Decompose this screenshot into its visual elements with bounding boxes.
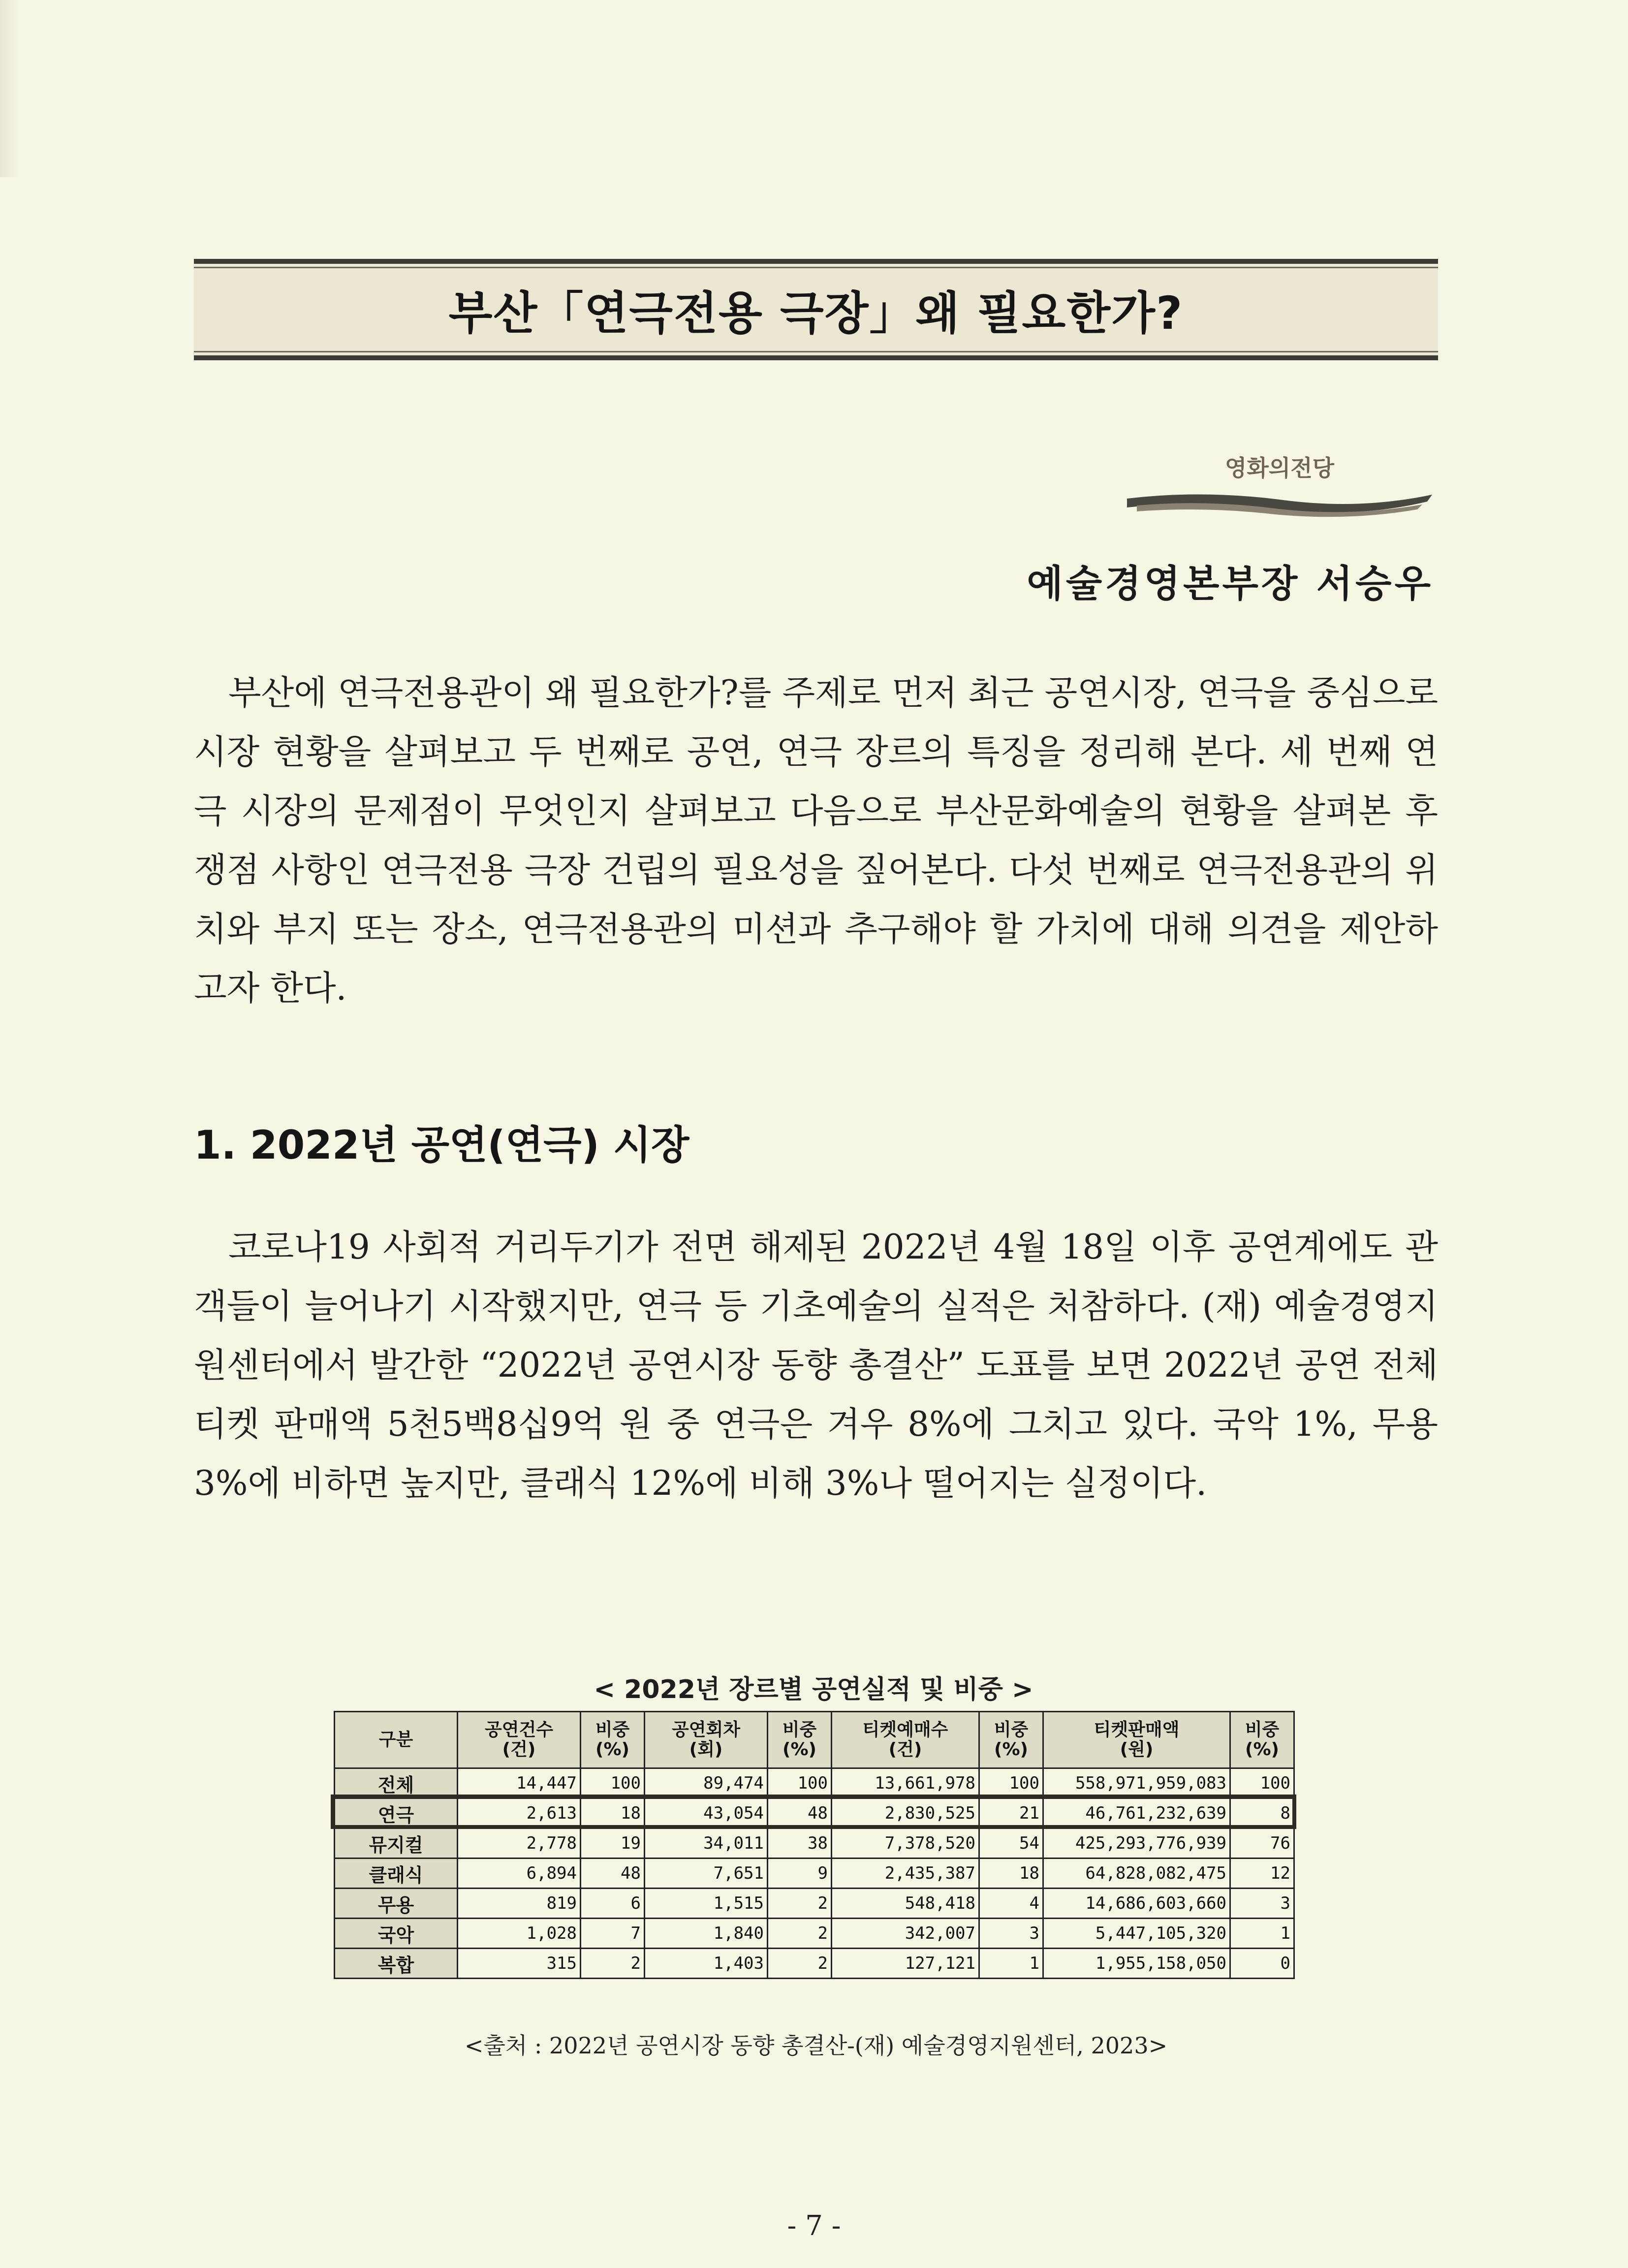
table-cell: 48 — [581, 1858, 645, 1889]
table-row — [335, 1768, 1294, 1798]
table-cell: 1 — [1230, 1919, 1294, 1949]
table-cell: 14,686,603,660 — [1043, 1889, 1230, 1919]
table-header-cell: 비중 (%) — [1230, 1712, 1294, 1768]
table-row-label: 복합 — [335, 1949, 458, 1979]
source-citation: <출처 : 2022년 공연시장 동향 총결산-(재) 예술경영지원센터, 2023> — [464, 2032, 1168, 2059]
table-cell: 38 — [768, 1828, 832, 1858]
table-cell: 4 — [979, 1889, 1043, 1919]
logo-wave-icon — [1127, 485, 1432, 519]
table-row — [335, 1949, 1294, 1979]
table-cell: 34,011 — [645, 1828, 768, 1858]
table-header-cell: 공연회차 (회) — [645, 1712, 768, 1768]
table-cell: 43,054 — [645, 1798, 768, 1828]
logo-text: 영화의전당 — [1224, 455, 1335, 481]
performance-table-wrap — [334, 1711, 1293, 1979]
table-cell: 7,378,520 — [832, 1828, 979, 1858]
table-cell: 315 — [458, 1949, 581, 1979]
table-row — [335, 1798, 1294, 1828]
table-cell: 18 — [979, 1858, 1043, 1889]
scan-edge-shadow — [0, 0, 20, 177]
table-row-label: 연극 — [335, 1798, 458, 1828]
table-row — [335, 1858, 1294, 1889]
table-cell: 7,651 — [645, 1858, 768, 1889]
table-cell: 9 — [768, 1858, 832, 1889]
table-cell: 2,435,387 — [832, 1858, 979, 1889]
table-cell: 14,447 — [458, 1768, 581, 1798]
table-caption: < 2022년 장르별 공연실적 및 비중 > — [594, 1675, 1033, 1704]
table-row-label: 국악 — [335, 1919, 458, 1949]
table-cell: 2 — [581, 1949, 645, 1979]
table-cell: 1,403 — [645, 1949, 768, 1979]
table-row-label: 클래식 — [335, 1858, 458, 1889]
market-paragraph-text: 코로나19 사회적 거리두기가 전면 해제된 2022년 4월 18일 이후 공연계에도 관객들이 늘어나기 시작했지만, 연극 등 기초예술의 실적은 처참하다. (재) 예술경영지원센터에서 발간한 “2022년 공연시장 동향 총결산” 도표를 보면 2022년 공연 전체 티켓 판매액 5천5백8십9억 원 중 연극은 겨우 8%에 그치고 있다. 국악 1%, 무용 3%에 비하면 높지만, 클래식 12%에 비해 3%나 떨어지는 실정이다. — [194, 1228, 1438, 1503]
table-row-label: 뮤지컬 — [335, 1828, 458, 1858]
table-cell: 2 — [768, 1889, 832, 1919]
table-cell: 2,778 — [458, 1828, 581, 1858]
table-cell: 5,447,105,320 — [1043, 1919, 1230, 1949]
table-cell: 48 — [768, 1798, 832, 1828]
author-byline: 예술경영본부장 서승우 — [1027, 562, 1434, 605]
table-cell: 12 — [1230, 1858, 1294, 1889]
table-header-cell: 티켓판매액 (원) — [1043, 1712, 1230, 1768]
table-row-label: 무용 — [335, 1889, 458, 1919]
title-banner — [194, 259, 1438, 360]
table-row — [335, 1889, 1294, 1919]
table-header-cell: 티켓예매수 (건) — [832, 1712, 979, 1768]
page-title: 부산「연극전용 극장」왜 필요한가? — [448, 287, 1184, 340]
table-cell: 100 — [1230, 1768, 1294, 1798]
table-cell: 1,955,158,050 — [1043, 1949, 1230, 1979]
table-cell: 0 — [1230, 1949, 1294, 1979]
table-row — [335, 1919, 1294, 1949]
table-cell: 342,007 — [832, 1919, 979, 1949]
performance-table — [334, 1711, 1295, 1979]
table-cell: 18 — [581, 1798, 645, 1828]
table-cell: 21 — [979, 1798, 1043, 1828]
table-row-label: 전체 — [335, 1768, 458, 1798]
table-cell: 2 — [768, 1949, 832, 1979]
table-cell: 1 — [979, 1949, 1043, 1979]
table-cell: 1,840 — [645, 1919, 768, 1949]
table-cell: 100 — [581, 1768, 645, 1798]
table-header-row — [335, 1712, 1294, 1768]
table-cell: 19 — [581, 1828, 645, 1858]
table-cell: 1,515 — [645, 1889, 768, 1919]
table-cell: 3 — [1230, 1889, 1294, 1919]
table-cell: 6 — [581, 1889, 645, 1919]
table-cell: 100 — [979, 1768, 1043, 1798]
intro-paragraph — [194, 663, 1438, 1018]
table-cell: 127,121 — [832, 1949, 979, 1979]
table-row — [335, 1828, 1294, 1858]
market-paragraph — [194, 1218, 1438, 1513]
table-cell: 6,894 — [458, 1858, 581, 1889]
intro-paragraph-text: 부산에 연극전용관이 왜 필요한가?를 주제로 먼저 최근 공연시장, 연극을 중심으로 시장 현황을 살펴보고 두 번째로 공연, 연극 장르의 특징을 정리해 본다. 세 번째 연극 시장의 문제점이 무엇인지 살펴보고 다음으로 부산문화예술의 현황을 살펴본 후 쟁점 사항인 연극전용 극장 건립의 필요성을 짚어본다. 다섯 번째로 연극전용관의 위치와 부지 또는 장소, 연극전용관의 미션과 추구해야 할 가치에 대해 의견을 제안하고자 한다. — [194, 673, 1439, 1008]
table-cell: 819 — [458, 1889, 581, 1919]
table-header-cell: 공연건수 (건) — [458, 1712, 581, 1768]
table-cell: 2 — [768, 1919, 832, 1949]
logo — [1127, 450, 1432, 524]
table-cell: 13,661,978 — [832, 1768, 979, 1798]
table-cell: 2,613 — [458, 1798, 581, 1828]
table-cell: 76 — [1230, 1828, 1294, 1858]
table-cell: 548,418 — [832, 1889, 979, 1919]
table-cell: 3 — [979, 1919, 1043, 1949]
table-header-cell: 비중 (%) — [768, 1712, 832, 1768]
table-cell: 8 — [1230, 1798, 1294, 1828]
section-heading: 1. 2022년 공연(연극) 시장 — [194, 1122, 689, 1168]
table-cell: 2,830,525 — [832, 1798, 979, 1828]
table-header-cell: 구분 — [335, 1712, 458, 1768]
table-header-cell: 비중 (%) — [979, 1712, 1043, 1768]
page-number: - 7 - — [787, 2210, 841, 2242]
table-cell: 425,293,776,939 — [1043, 1828, 1230, 1858]
table-cell: 89,474 — [645, 1768, 768, 1798]
table-cell: 1,028 — [458, 1919, 581, 1949]
table-cell: 54 — [979, 1828, 1043, 1858]
table-cell: 7 — [581, 1919, 645, 1949]
table-header-cell: 비중 (%) — [581, 1712, 645, 1768]
table-cell: 64,828,082,475 — [1043, 1858, 1230, 1889]
table-cell: 46,761,232,639 — [1043, 1798, 1230, 1828]
table-cell: 100 — [768, 1768, 832, 1798]
table-cell: 558,971,959,083 — [1043, 1768, 1230, 1798]
